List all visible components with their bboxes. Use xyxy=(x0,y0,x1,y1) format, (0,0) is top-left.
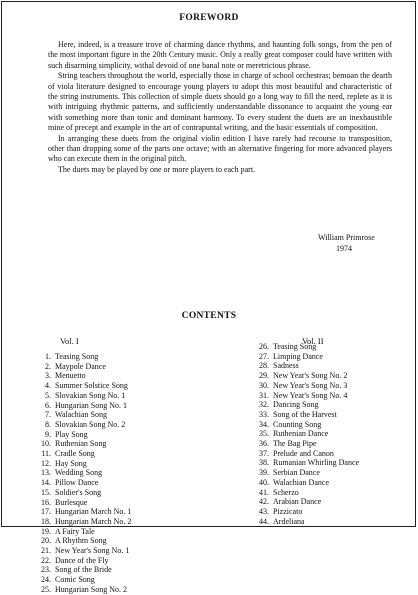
contents-item-title: Counting Song xyxy=(273,419,322,429)
contents-item xyxy=(35,517,131,527)
contents-item xyxy=(253,391,359,401)
contents-item xyxy=(253,420,359,430)
contents-item-title: Prelude and Canon xyxy=(273,448,334,458)
contents-item-number: 21. xyxy=(41,546,51,556)
contents-item-title: Slovakian Song No. 1 xyxy=(55,390,126,400)
contents-item-number: 7. xyxy=(45,410,51,420)
contents-item xyxy=(35,498,131,508)
contents-item xyxy=(253,371,359,381)
contents-item xyxy=(253,400,359,410)
contents-item-number: 41. xyxy=(259,487,269,497)
contents-item-title: Ardeliana xyxy=(273,516,305,526)
contents-item-number: 6. xyxy=(45,400,51,410)
contents-item-title: Play Song xyxy=(55,429,88,439)
contents-item-title: Wedding Song xyxy=(55,468,103,478)
contents-item xyxy=(253,381,359,391)
contents-item-title: Burlesque xyxy=(55,497,88,507)
contents-title: CONTENTS xyxy=(181,311,237,321)
signature-name: William Primrose xyxy=(318,233,375,242)
contents-item xyxy=(35,527,131,537)
contents-item-title: Limping Dance xyxy=(273,351,323,361)
contents-item-title: Teasing Song xyxy=(55,352,99,361)
contents-item-title: Serbian Dance xyxy=(273,468,320,478)
contents-item-title: Walachian Song xyxy=(55,410,108,420)
contents-item-title: Hay Song xyxy=(55,458,87,468)
contents-item xyxy=(35,575,131,585)
contents-item-title: Dancing Song xyxy=(273,400,319,410)
contents-item-number: 15. xyxy=(41,487,51,497)
contents-item xyxy=(35,546,131,556)
contents-item xyxy=(253,507,359,517)
contents-item xyxy=(253,468,359,478)
contents-item-number: 29. xyxy=(259,371,269,381)
contents-item xyxy=(35,585,131,595)
contents-item-number: 9. xyxy=(45,429,51,439)
contents-item-number: 26. xyxy=(259,342,269,351)
contents-item-number: 13. xyxy=(41,468,51,478)
signature-year: 1974 xyxy=(336,243,352,253)
contents-item xyxy=(253,410,359,420)
contents-item xyxy=(35,556,131,566)
contents-item xyxy=(253,488,359,498)
contents-item-number: 36. xyxy=(259,439,269,449)
contents-item-title: Rumanian Whirling Dance xyxy=(273,458,360,468)
contents-item xyxy=(253,478,359,488)
contents-item-title: Pizzicato xyxy=(273,506,303,516)
contents-item xyxy=(35,381,131,391)
contents-item-title: Summer Solstice Song xyxy=(55,381,128,391)
contents-item-number: 42. xyxy=(259,497,269,507)
contents-item-title: Dance of the Fly xyxy=(55,555,109,565)
contents-item xyxy=(35,507,131,517)
contents-item xyxy=(35,565,131,575)
signature xyxy=(318,233,375,254)
contents-item-number: 24. xyxy=(41,575,51,585)
contents-item-number: 35. xyxy=(259,429,269,439)
contents-item xyxy=(253,429,359,439)
foreword-title: FOREWORD xyxy=(179,13,239,23)
foreword-paragraph: String teachers throughout the world, especially those in charge of school orchestras; bemoan the dearth of viola literature designed to encourage young players to adopt this most beautiful and characteristic of the string instruments. This collection of simple duets should go a long way to fill the need, replete as it is with intriguing rhythmic patterns, and sufficiently understandable dissonance to acquaint the young ear with something more than tonic and dominant harmony. To every student the duets are an inexhaustible mine of precept and example in the art of contrapuntal writing, and the basic essentials of composition. xyxy=(48,71,392,133)
contents-item-title: New Year's Song No. 2 xyxy=(273,371,348,381)
contents-item-number: 8. xyxy=(45,419,51,429)
contents-item-number: 31. xyxy=(259,390,269,400)
contents-item-title: Pillow Dance xyxy=(55,478,99,488)
contents-item-number: 34. xyxy=(259,419,269,429)
contents-item-number: 39. xyxy=(259,468,269,478)
contents-item-number: 3. xyxy=(45,371,51,381)
contents-item xyxy=(35,449,131,459)
contents-item-title: Cradle Song xyxy=(55,449,95,459)
contents-item xyxy=(35,362,131,372)
contents-item-number: 17. xyxy=(41,507,51,517)
contents-item xyxy=(35,536,131,546)
foreword-body xyxy=(48,40,392,175)
vol-1-heading: Vol. I xyxy=(60,336,79,346)
contents-item-title: Soldier's Song xyxy=(55,487,102,497)
contents-item-number: 5. xyxy=(45,390,51,400)
contents-item xyxy=(35,459,131,469)
contents-item xyxy=(253,439,359,449)
contents-item xyxy=(253,361,359,371)
contents-item-number: 43. xyxy=(259,506,269,516)
contents-item-title: A Fairy Tale xyxy=(55,526,95,536)
contents-item xyxy=(35,401,131,411)
contents-item-number: 2. xyxy=(45,361,51,371)
contents-item-number: 19. xyxy=(41,526,51,536)
contents-item xyxy=(35,371,131,381)
vol-2-heading: Vol. II xyxy=(302,336,324,346)
contents-item xyxy=(35,488,131,498)
contents-item-title: Maypole Dance xyxy=(55,361,106,371)
contents-item-number: 22. xyxy=(41,555,51,565)
contents-item-title: Comic Song xyxy=(55,575,95,585)
contents-item-title: Scherzo xyxy=(273,487,299,497)
contents-item-title: Ruthenian Dance xyxy=(273,429,329,439)
contents-item-number: 25. xyxy=(41,584,51,594)
contents-item xyxy=(35,352,131,362)
contents-item-number: 33. xyxy=(259,409,269,419)
contents-item-number: 32. xyxy=(259,400,269,410)
contents-item-title: Hungarian Song No. 1 xyxy=(55,400,127,410)
contents-item-number: 27. xyxy=(259,351,269,361)
contents-item xyxy=(35,430,131,440)
vol-2-contents-list xyxy=(253,342,359,526)
contents-item-title: The Bag Pipe xyxy=(273,439,317,449)
contents-item-title: Teasing Song xyxy=(273,342,317,351)
contents-item-number: 30. xyxy=(259,380,269,390)
contents-item-title: New Year's Song No. 3 xyxy=(273,380,348,390)
contents-item-number: 14. xyxy=(41,478,51,488)
contents-item xyxy=(253,458,359,468)
contents-item-title: Hungarian March No. 1 xyxy=(55,507,132,517)
vol-1-contents-list xyxy=(35,352,131,595)
contents-item xyxy=(253,352,359,362)
foreword-paragraph: Here, indeed, is a treasure trove of charming dance rhythms, and haunting folk songs, from the pen of the most important figure in the 20th Century music. Only a really great composer could have written with such disarming simplicity, withal devoid of one banal note or meretricious phrase. xyxy=(48,40,392,70)
contents-item-title: A Rhythm Song xyxy=(55,536,107,546)
contents-item-title: Song of the Bride xyxy=(55,565,112,575)
contents-item-title: Hungarian Song No. 2 xyxy=(55,584,127,594)
foreword-paragraph: In arranging these duets from the original violin edition I have rarely had recourse to transposition, other than dropping some of the parts one octave; with an alternative fingering for more advanced players who can execute them in the original pitch. xyxy=(48,133,392,164)
contents-item-number: 10. xyxy=(41,439,51,449)
contents-item-title: New Year's Song No. 4 xyxy=(273,390,348,400)
contents-item xyxy=(253,517,359,527)
contents-item xyxy=(35,420,131,430)
contents-item-number: 12. xyxy=(41,458,51,468)
contents-item xyxy=(35,391,131,401)
contents-item xyxy=(253,342,359,352)
contents-item-number: 1. xyxy=(45,352,51,361)
contents-item-title: Slovakian Song No. 2 xyxy=(55,419,126,429)
contents-item-number: 11. xyxy=(41,449,51,459)
contents-item-title: Hungarian March No. 2 xyxy=(55,516,132,526)
contents-item-title: Walachian Dance xyxy=(273,477,329,487)
contents-item xyxy=(253,449,359,459)
contents-item xyxy=(35,410,131,420)
contents-item-number: 16. xyxy=(41,497,51,507)
contents-item-number: 23. xyxy=(41,565,51,575)
contents-item-number: 4. xyxy=(45,381,51,391)
contents-item-number: 20. xyxy=(41,536,51,546)
contents-item xyxy=(35,478,131,488)
contents-item-title: Arabian Dance xyxy=(273,497,322,507)
contents-item-title: Menuetto xyxy=(55,371,86,381)
contents-item-title: Ruthenian Song xyxy=(55,439,107,449)
contents-item-title: Song of the Harvest xyxy=(273,409,337,419)
contents-item-title: New Year's Song No. 1 xyxy=(55,546,130,556)
contents-item xyxy=(35,468,131,478)
contents-item-number: 38. xyxy=(259,458,269,468)
contents-item-title: Sadness xyxy=(273,361,299,371)
foreword-paragraph: The duets may be played by one or more players to each part. xyxy=(58,164,256,174)
contents-item-number: 37. xyxy=(259,448,269,458)
contents-item-number: 28. xyxy=(259,361,269,371)
contents-item-number: 18. xyxy=(41,516,51,526)
contents-item xyxy=(35,439,131,449)
contents-item-number: 44. xyxy=(259,516,269,526)
contents-item xyxy=(253,497,359,507)
contents-item-number: 40. xyxy=(259,477,269,487)
